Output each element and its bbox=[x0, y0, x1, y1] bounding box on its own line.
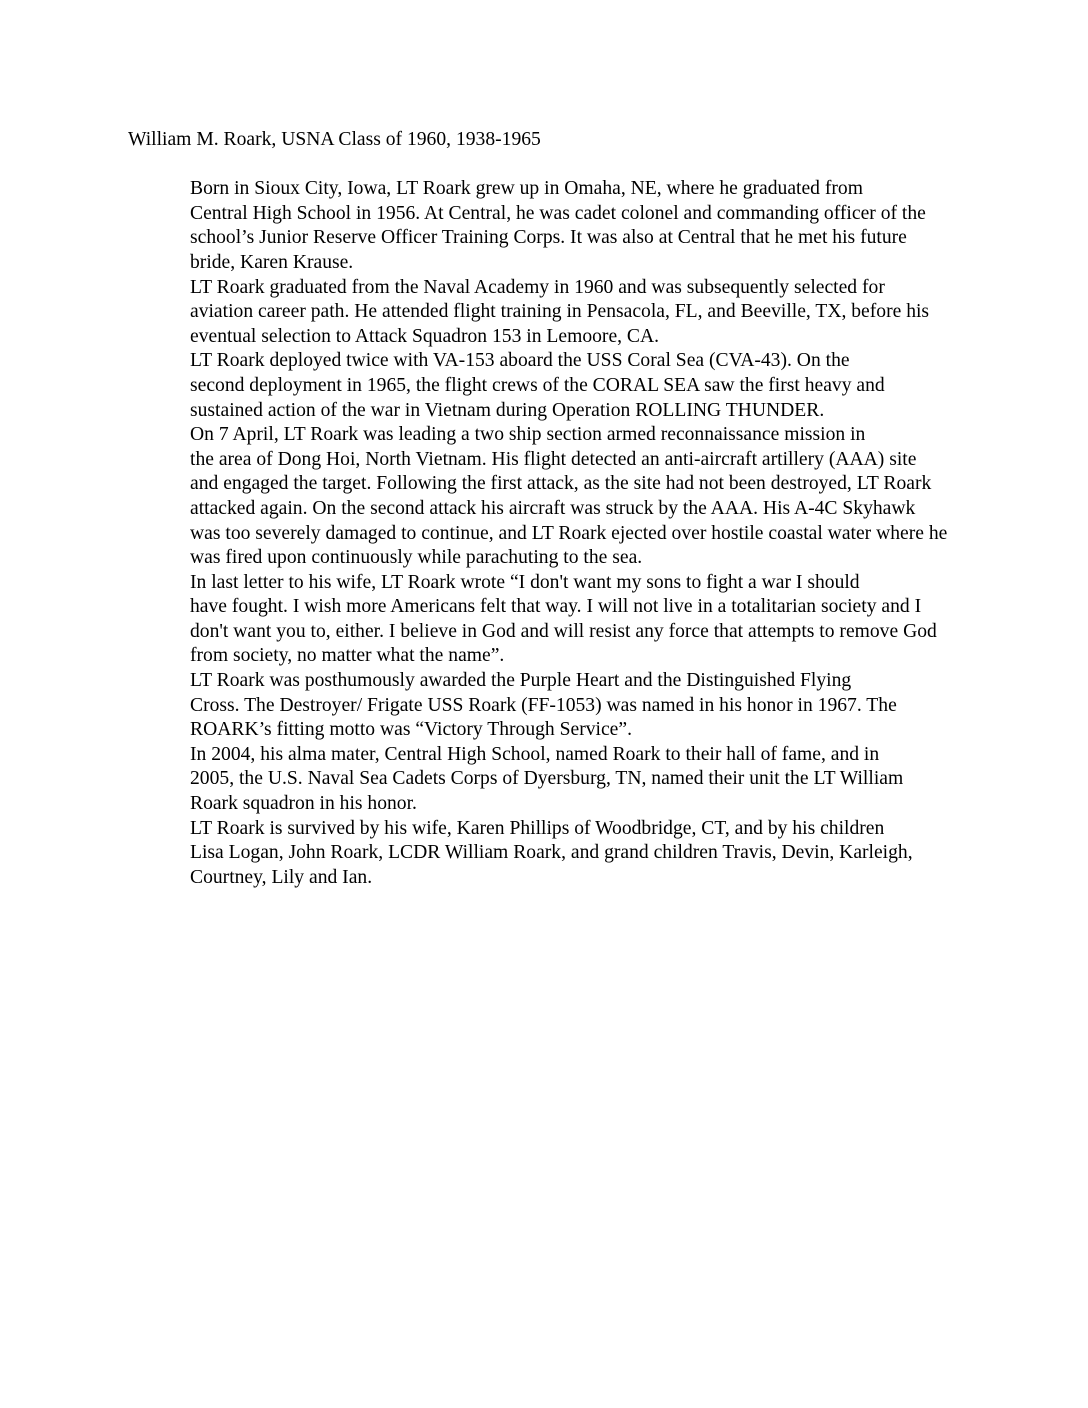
paragraph bbox=[128, 571, 960, 669]
paragraph-line: eventual selection to Attack Squadron 153 in Lemoore, CA. bbox=[190, 325, 660, 347]
paragraph-line: In 2004, his alma mater, Central High School, named Roark to their hall of fame, and in bbox=[190, 743, 880, 765]
paragraph-line: LT Roark was posthumously awarded the Purple Heart and the Distinguished Flying bbox=[190, 670, 852, 692]
paragraph-line: LT Roark graduated from the Naval Academy in 1960 and was subsequently selected for bbox=[190, 276, 885, 298]
paragraph-line: LT Roark is survived by his wife, Karen Phillips of Woodbridge, CT, and by his children bbox=[190, 817, 885, 839]
paragraph bbox=[128, 423, 960, 571]
paragraph-line: 2005, the U.S. Naval Sea Cadets Corps of Dyersburg, TN, named their unit the LT William bbox=[190, 768, 904, 790]
paragraph-line: Lisa Logan, John Roark, LCDR William Roark, and grand children Travis, Devin, Karleigh, bbox=[190, 842, 913, 864]
paragraph-line: was fired upon continuously while parachuting to the sea. bbox=[190, 547, 643, 569]
paragraph-line: was too severely damaged to continue, and LT Roark ejected over hostile coastal water where he bbox=[190, 522, 948, 544]
paragraph-line: the area of Dong Hoi, North Vietnam. His flight detected an anti-aircraft artillery (AAA) site bbox=[190, 448, 917, 470]
document-title: William M. Roark, USNA Class of 1960, 1938-1965 bbox=[128, 129, 541, 150]
paragraph bbox=[128, 276, 960, 350]
paragraph-line: ROARK’s fitting motto was “Victory Through Service”. bbox=[190, 719, 632, 741]
paragraph-line: Courtney, Lily and Ian. bbox=[190, 866, 373, 888]
paragraph-line: On 7 April, LT Roark was leading a two ship section armed reconnaissance mission in bbox=[190, 424, 866, 446]
paragraph-line: school’s Junior Reserve Officer Training Corps. It was also at Central that he met his future bbox=[190, 227, 907, 249]
paragraph-line: Roark squadron in his honor. bbox=[190, 793, 417, 815]
paragraph bbox=[128, 817, 960, 891]
paragraph-line: Born in Sioux City, Iowa, LT Roark grew up in Omaha, NE, where he graduated from bbox=[190, 178, 863, 200]
paragraph-line: bride, Karen Krause. bbox=[190, 251, 354, 273]
paragraph-line: aviation career path. He attended flight training in Pensacola, FL, and Beeville, TX, before his bbox=[190, 301, 930, 323]
paragraph-line: second deployment in 1965, the flight crews of the CORAL SEA saw the first heavy and bbox=[190, 374, 885, 396]
paragraph-line: LT Roark deployed twice with VA-153 aboard the USS Coral Sea (CVA-43). On the bbox=[190, 350, 850, 372]
paragraph-line: attacked again. On the second attack his aircraft was struck by the AAA. His A-4C Skyhawk bbox=[190, 497, 916, 519]
paragraph-line: In last letter to his wife, LT Roark wrote “I don't want my sons to fight a war I should bbox=[190, 571, 860, 593]
paragraph-line: Central High School in 1956. At Central, he was cadet colonel and commanding officer of the bbox=[190, 202, 926, 224]
paragraph bbox=[128, 669, 960, 743]
paragraph-line: Cross. The Destroyer/ Frigate USS Roark (FF-1053) was named in his honor in 1967. The bbox=[190, 694, 897, 716]
paragraph-line: don't want you to, either. I believe in God and will resist any force that attempts to remove God bbox=[190, 620, 937, 642]
paragraph-line: from society, no matter what the name”. bbox=[190, 645, 505, 667]
paragraph bbox=[128, 349, 960, 423]
paragraph bbox=[128, 743, 960, 817]
document-body bbox=[128, 177, 960, 890]
paragraph-line: and engaged the target. Following the first attack, as the site had not been destroyed, LT Roark bbox=[190, 473, 932, 495]
paragraph-line: sustained action of the war in Vietnam during Operation ROLLING THUNDER. bbox=[190, 399, 825, 421]
paragraph-line: have fought. I wish more Americans felt that way. I will not live in a totalitarian society and I bbox=[190, 596, 922, 618]
paragraph bbox=[128, 177, 960, 275]
document-page bbox=[128, 128, 960, 890]
